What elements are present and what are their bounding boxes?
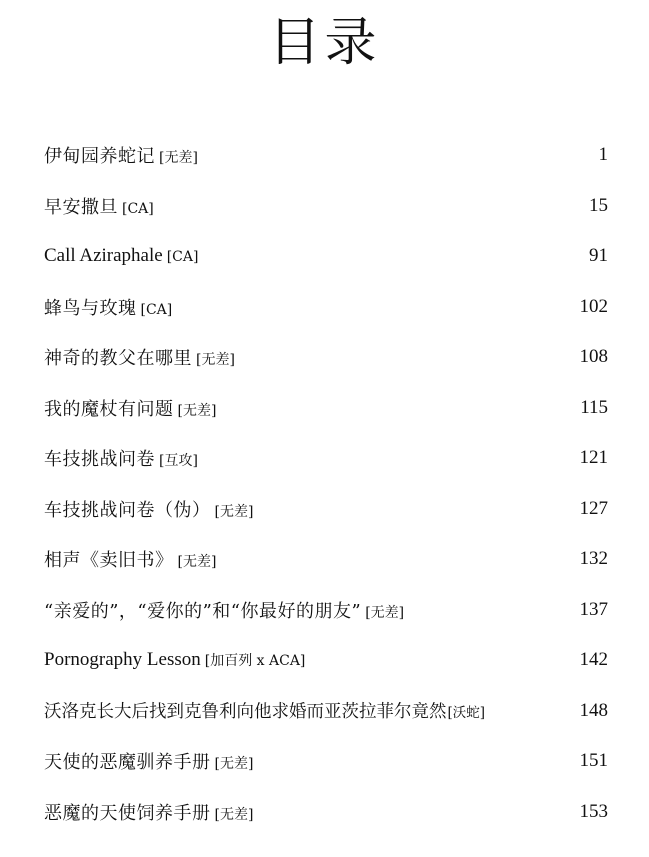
toc-entry-tag: [沃蛇] [447, 705, 486, 722]
toc-entry-tag: [无差] [365, 604, 405, 621]
toc-entry [44, 383, 608, 434]
toc-entry-title: 沃洛克长大后找到克鲁利向他求婚而亚茨拉菲尔竟然 [44, 702, 447, 723]
toc-entry [44, 635, 608, 686]
toc-entry-title: 伊甸园养蛇记 [44, 146, 155, 168]
toc-entry [44, 534, 608, 585]
toc-entry-tag: [加百列 x ACA] [204, 653, 306, 670]
toc-entry-heading [44, 395, 216, 421]
toc-entry-page-number: 15 [589, 194, 608, 216]
toc-entry-heading [44, 546, 216, 572]
toc-entry-heading [44, 597, 404, 623]
toc-entry-title: 蜂鸟与玫瑰 [44, 297, 137, 319]
toc-entry-title: 我的魔杖有问题 [44, 398, 174, 420]
toc-entry-page-number: 153 [579, 800, 608, 822]
toc-entry-title: 相声《卖旧书》 [44, 550, 174, 572]
toc-entry-heading [44, 748, 253, 774]
toc-entry-heading [44, 445, 198, 471]
toc-entry [44, 433, 608, 484]
toc-entry [44, 484, 608, 535]
toc-entry-page-number: 115 [580, 396, 608, 418]
toc-entry-title: “亲爱的”，“爱你的”和“你最好的朋友” [44, 600, 362, 622]
toc-entry [44, 736, 608, 787]
toc-entry-page-number: 121 [579, 447, 608, 469]
toc-entry-heading [44, 245, 198, 267]
toc-entry-tag: [无差] [214, 806, 254, 823]
toc-entry [44, 282, 608, 333]
toc-entry-tag: [无差] [159, 150, 198, 167]
toc-entry-heading [44, 496, 253, 522]
toc-entry-title: 恶魔的天使饲养手册 [44, 802, 211, 824]
toc-entry-heading [44, 294, 172, 320]
toc-entry-page-number: 148 [579, 699, 608, 721]
toc-entry-tag: [CA] [122, 200, 154, 217]
toc-entry [44, 130, 608, 181]
table-of-contents [44, 130, 608, 837]
page-title: 目录 [268, 13, 381, 73]
toc-entry [44, 181, 608, 232]
toc-entry-title: Call Aziraphale [44, 245, 163, 267]
toc-entry-page-number: 91 [589, 245, 608, 267]
toc-entry-page-number: 108 [579, 346, 608, 368]
toc-entry [44, 332, 608, 383]
toc-entry-title: 天使的恶魔驯养手册 [44, 752, 211, 774]
toc-entry [44, 231, 608, 282]
toc-entry-tag: [无差] [214, 756, 254, 773]
toc-entry-tag: [无差] [177, 402, 217, 419]
toc-entry-page-number: 132 [579, 548, 608, 570]
toc-entry [44, 787, 608, 838]
toc-entry [44, 585, 608, 636]
toc-entry-title: Pornography Lesson [44, 649, 201, 671]
toc-entry-page-number: 137 [579, 598, 608, 620]
toc-entry-tag: [无差] [196, 352, 235, 369]
toc-entry-heading [44, 649, 305, 671]
toc-entry-title: 早安撒旦 [44, 196, 118, 218]
toc-entry-title: 神奇的教父在哪里 [44, 348, 192, 370]
toc-entry-page-number: 127 [579, 497, 608, 519]
toc-entry-tag: [互攻] [159, 453, 198, 470]
toc-entry-title: 车技挑战问卷 [44, 449, 155, 471]
toc-entry-heading [44, 142, 198, 168]
toc-entry-page-number: 102 [579, 295, 608, 317]
toc-entry-tag: [CA] [166, 249, 199, 266]
toc-entry-heading [44, 698, 485, 723]
toc-entry-heading [44, 193, 154, 219]
toc-entry-page-number: 142 [579, 649, 608, 671]
toc-entry-heading [44, 799, 253, 825]
toc-entry-heading [44, 344, 235, 370]
toc-entry [44, 686, 608, 737]
toc-entry-title: 车技挑战问卷（伪） [44, 499, 211, 521]
toc-entry-tag: [无差] [214, 503, 254, 520]
toc-entry-tag: [无差] [177, 554, 217, 571]
toc-entry-page-number: 1 [598, 144, 608, 166]
toc-entry-page-number: 151 [579, 750, 608, 772]
toc-entry-tag: [CA] [140, 301, 173, 318]
